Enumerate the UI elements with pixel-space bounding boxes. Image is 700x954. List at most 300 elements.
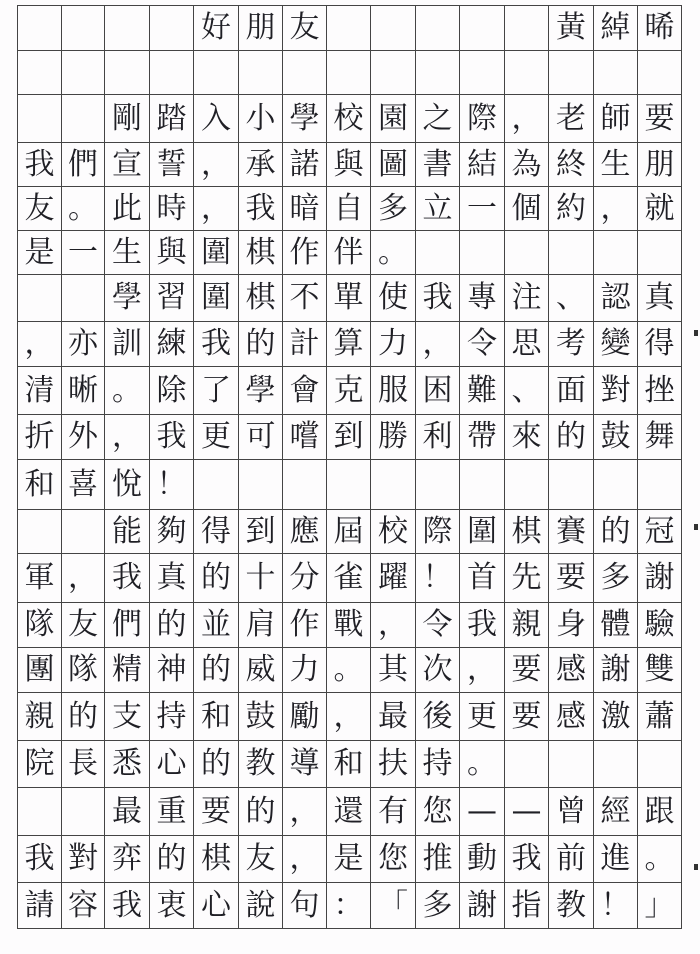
grid-char: 晰 xyxy=(62,367,105,414)
grid-cell-empty xyxy=(17,510,62,553)
grid-cell-empty xyxy=(17,788,62,835)
grid-char: 學 xyxy=(105,275,150,321)
text-row xyxy=(17,230,682,274)
grid-cell-empty xyxy=(239,51,283,94)
grid-char: 更 xyxy=(460,693,505,740)
grid-char: 的 xyxy=(150,836,194,882)
grid-char: 先 xyxy=(505,554,549,602)
grid-char: 真 xyxy=(638,275,682,321)
grid-char: 際 xyxy=(460,95,505,142)
grid-char: 好 xyxy=(194,6,239,50)
grid-char: 立 xyxy=(416,187,460,230)
grid-char: 身 xyxy=(549,603,594,647)
grid-cell-empty xyxy=(283,460,327,509)
grid-char: 後 xyxy=(416,693,460,740)
grid-char: 導 xyxy=(283,741,327,787)
grid-char: 舞 xyxy=(638,415,682,459)
grid-char: 專 xyxy=(460,275,505,321)
text-row xyxy=(17,509,682,553)
grid-char: 心 xyxy=(150,741,194,787)
margin-tick xyxy=(694,330,698,336)
grid-char: 可 xyxy=(239,415,283,459)
grid-char: ， xyxy=(62,554,105,602)
grid-char: 到 xyxy=(327,415,371,459)
grid-char: 計 xyxy=(283,322,327,366)
grid-char: 十 xyxy=(239,554,283,602)
grid-char: 誓 xyxy=(150,143,194,186)
grid-char: 算 xyxy=(327,322,371,366)
grid-char: 。 xyxy=(105,367,150,414)
grid-cell-empty xyxy=(505,741,549,787)
grid-char: 體 xyxy=(594,603,638,647)
grid-char: ， xyxy=(17,322,62,366)
grid-char: 注 xyxy=(505,275,549,321)
grid-char: 習 xyxy=(150,275,194,321)
grid-cell-empty xyxy=(594,741,638,787)
grid-char: 激 xyxy=(594,693,638,740)
grid-char: 剛 xyxy=(105,95,150,142)
grid-char: 感 xyxy=(549,648,594,692)
grid-char: 我 xyxy=(17,143,62,186)
grid-char: 來 xyxy=(505,415,549,459)
grid-char: 更 xyxy=(194,415,239,459)
grid-cell-empty xyxy=(505,51,549,94)
grid-char: 外 xyxy=(62,415,105,459)
grid-char: 句 xyxy=(283,883,327,928)
grid-char: 黃 xyxy=(549,6,594,50)
grid-char: 最 xyxy=(105,788,150,835)
grid-char: 友 xyxy=(239,836,283,882)
grid-char: 折 xyxy=(17,415,62,459)
grid-char: 對 xyxy=(594,367,638,414)
grid-char: 和 xyxy=(17,460,62,509)
grid-char: 喜 xyxy=(62,460,105,509)
grid-char: ！ xyxy=(150,460,194,509)
grid-char: 威 xyxy=(239,648,283,692)
grid-char: 的 xyxy=(194,648,239,692)
grid-char: 友 xyxy=(62,603,105,647)
grid-cell-empty xyxy=(594,51,638,94)
grid-char: 我 xyxy=(194,322,239,366)
text-row xyxy=(17,882,682,928)
grid-cell-empty xyxy=(17,95,62,142)
grid-char: 令 xyxy=(460,322,505,366)
grid-char: 不 xyxy=(283,275,327,321)
grid-char: 利 xyxy=(416,415,460,459)
grid-char: 棋 xyxy=(239,275,283,321)
grid-cell-empty xyxy=(150,6,194,50)
grid-cell-empty xyxy=(505,460,549,509)
grid-cell-empty xyxy=(638,741,682,787)
grid-char: 我 xyxy=(105,883,150,928)
grid-char: 的 xyxy=(194,741,239,787)
grid-char: 院 xyxy=(17,741,62,787)
grid-char: ， xyxy=(194,187,239,230)
text-row xyxy=(17,553,682,602)
grid-cell-empty xyxy=(62,6,105,50)
grid-cell-empty xyxy=(17,6,62,50)
grid-char: ， xyxy=(594,187,638,230)
text-row xyxy=(17,274,682,321)
grid-char: 進 xyxy=(594,836,638,882)
grid-char: 作 xyxy=(283,603,327,647)
grid-cell-empty xyxy=(594,460,638,509)
grid-char: 到 xyxy=(239,510,283,553)
grid-char: 與 xyxy=(150,231,194,274)
grid-cell-empty xyxy=(371,6,416,50)
grid-cell-empty xyxy=(638,460,682,509)
grid-char: 圍 xyxy=(194,275,239,321)
grid-char: ， xyxy=(105,415,150,459)
grid-char: 能 xyxy=(105,510,150,553)
grid-cell-empty xyxy=(416,51,460,94)
grid-char: 嚐 xyxy=(283,415,327,459)
grid-char: 圍 xyxy=(460,510,505,553)
grid-char: 跟 xyxy=(638,788,682,835)
grid-char: 自 xyxy=(327,187,371,230)
grid-char: 戰 xyxy=(327,603,371,647)
grid-char: 園 xyxy=(371,95,416,142)
margin-tick xyxy=(694,524,698,530)
grid-char: 一 xyxy=(62,231,105,274)
grid-char: 重 xyxy=(150,788,194,835)
grid-char: 支 xyxy=(105,693,150,740)
grid-cell-empty xyxy=(62,510,105,553)
grid-char: 諾 xyxy=(283,143,327,186)
grid-char: 鼓 xyxy=(239,693,283,740)
grid-char: 挫 xyxy=(638,367,682,414)
grid-cell-empty xyxy=(460,6,505,50)
grid-char: 使 xyxy=(371,275,416,321)
grid-char: 的 xyxy=(62,693,105,740)
grid-char: 變 xyxy=(594,322,638,366)
grid-char: ： xyxy=(327,883,371,928)
text-row xyxy=(17,414,682,459)
grid-cell-empty xyxy=(62,51,105,94)
grid-char: 最 xyxy=(371,693,416,740)
grid-char: 動 xyxy=(460,836,505,882)
grid-cell-empty xyxy=(327,460,371,509)
grid-char: 要 xyxy=(194,788,239,835)
text-row xyxy=(17,94,682,142)
grid-char: 得 xyxy=(638,322,682,366)
grid-char: 綽 xyxy=(594,6,638,50)
text-row xyxy=(17,459,682,509)
grid-char: 首 xyxy=(460,554,505,602)
grid-char: 時 xyxy=(150,187,194,230)
grid-cell-empty xyxy=(594,231,638,274)
grid-char: 次 xyxy=(416,648,460,692)
grid-char: ！ xyxy=(594,883,638,928)
grid-char: 的 xyxy=(194,554,239,602)
grid-char: 克 xyxy=(327,367,371,414)
grid-cell-empty xyxy=(460,231,505,274)
grid-char: 前 xyxy=(549,836,594,882)
grid-cell-empty xyxy=(416,460,460,509)
text-row xyxy=(17,142,682,186)
grid-char: 的 xyxy=(239,788,283,835)
grid-char: 經 xyxy=(594,788,638,835)
grid-bottom-border xyxy=(17,928,682,929)
grid-char: 多 xyxy=(371,187,416,230)
grid-char: 您 xyxy=(416,788,460,835)
grid-char: 晞 xyxy=(638,6,682,50)
grid-char: 校 xyxy=(371,510,416,553)
grid-char: 還 xyxy=(327,788,371,835)
grid-char: 入 xyxy=(194,95,239,142)
grid-char: 團 xyxy=(17,648,62,692)
grid-char: 要 xyxy=(505,648,549,692)
grid-cell-empty xyxy=(327,51,371,94)
grid-char: 棋 xyxy=(505,510,549,553)
grid-char: ， xyxy=(371,603,416,647)
grid-char: 您 xyxy=(371,836,416,882)
grid-char: 為 xyxy=(505,143,549,186)
grid-char: 指 xyxy=(505,883,549,928)
grid-char: 請 xyxy=(17,883,62,928)
grid-char: 說 xyxy=(239,883,283,928)
grid-cell-empty xyxy=(416,6,460,50)
grid-char: 的 xyxy=(150,603,194,647)
grid-char: 多 xyxy=(594,554,638,602)
grid-char: 推 xyxy=(416,836,460,882)
text-row xyxy=(17,692,682,740)
grid-char: 朋 xyxy=(638,143,682,186)
grid-char: 生 xyxy=(594,143,638,186)
grid-char: 要 xyxy=(505,693,549,740)
grid-char: 承 xyxy=(239,143,283,186)
grid-cell-empty xyxy=(549,51,594,94)
grid-cell-empty xyxy=(327,6,371,50)
grid-cell-empty xyxy=(638,51,682,94)
grid-cell-empty xyxy=(505,6,549,50)
grid-char: 亦 xyxy=(62,322,105,366)
grid-char: 學 xyxy=(283,95,327,142)
grid-char: 令 xyxy=(416,603,460,647)
grid-cell-empty xyxy=(194,51,239,94)
grid-char: 要 xyxy=(549,554,594,602)
grid-char: 書 xyxy=(416,143,460,186)
grid-char: 肩 xyxy=(239,603,283,647)
grid-char: — xyxy=(505,788,549,835)
grid-char: 分 xyxy=(283,554,327,602)
grid-char: 學 xyxy=(239,367,283,414)
grid-char: 困 xyxy=(416,367,460,414)
grid-char: 終 xyxy=(549,143,594,186)
grid-cell-empty xyxy=(460,460,505,509)
grid-char: 們 xyxy=(105,603,150,647)
grid-char: 之 xyxy=(416,95,460,142)
grid-char: 訓 xyxy=(105,322,150,366)
grid-char: 面 xyxy=(549,367,594,414)
text-row xyxy=(17,835,682,882)
grid-char: 、 xyxy=(505,367,549,414)
text-row xyxy=(17,787,682,835)
grid-char: 踏 xyxy=(150,95,194,142)
grid-char: 和 xyxy=(327,741,371,787)
grid-char: 我 xyxy=(505,836,549,882)
margin-tick xyxy=(694,864,698,870)
grid-char: 是 xyxy=(17,231,62,274)
grid-char: ， xyxy=(194,143,239,186)
grid-char: 隊 xyxy=(17,603,62,647)
grid-char: 清 xyxy=(17,367,62,414)
grid-char: 得 xyxy=(194,510,239,553)
grid-char: 心 xyxy=(194,883,239,928)
grid-char: 謝 xyxy=(460,883,505,928)
grid-char: ， xyxy=(283,788,327,835)
grid-char: 弈 xyxy=(105,836,150,882)
grid-char: 有 xyxy=(371,788,416,835)
grid-char: 軍 xyxy=(17,554,62,602)
grid-char: 容 xyxy=(62,883,105,928)
grid-cell-empty xyxy=(105,6,150,50)
grid-char: 曾 xyxy=(549,788,594,835)
grid-char: 躍 xyxy=(371,554,416,602)
grid-char: 認 xyxy=(594,275,638,321)
text-row xyxy=(17,647,682,692)
grid-char: 「 xyxy=(371,883,416,928)
grid-char: 個 xyxy=(505,187,549,230)
grid-cell-empty xyxy=(416,231,460,274)
grid-char: 持 xyxy=(416,741,460,787)
grid-char: 作 xyxy=(283,231,327,274)
grid-char: 勵 xyxy=(283,693,327,740)
grid-char: ！ xyxy=(416,554,460,602)
grid-char: 冠 xyxy=(638,510,682,553)
grid-char: 際 xyxy=(416,510,460,553)
grid-cell-empty xyxy=(371,51,416,94)
grid-char: 驗 xyxy=(638,603,682,647)
grid-char: 單 xyxy=(327,275,371,321)
grid-char: 宣 xyxy=(105,143,150,186)
grid-cell-empty xyxy=(62,788,105,835)
grid-char: 其 xyxy=(371,648,416,692)
grid-char: 謝 xyxy=(638,554,682,602)
grid-char: 暗 xyxy=(283,187,327,230)
grid-char: 就 xyxy=(638,187,682,230)
grid-cell-empty xyxy=(371,460,416,509)
grid-char: 我 xyxy=(460,603,505,647)
grid-cell-empty xyxy=(62,275,105,321)
text-row xyxy=(17,740,682,787)
grid-char: ， xyxy=(283,836,327,882)
grid-cell-empty xyxy=(638,231,682,274)
grid-char: 鼓 xyxy=(594,415,638,459)
grid-cell-empty xyxy=(239,460,283,509)
grid-char: ， xyxy=(416,322,460,366)
grid-cell-empty xyxy=(283,51,327,94)
grid-char: 多 xyxy=(416,883,460,928)
grid-cell-empty xyxy=(194,460,239,509)
grid-char: 親 xyxy=(17,693,62,740)
grid-char: 夠 xyxy=(150,510,194,553)
grid-char: 一 xyxy=(460,187,505,230)
grid-char: 。 xyxy=(638,836,682,882)
grid-char: 結 xyxy=(460,143,505,186)
grid-char: 扶 xyxy=(371,741,416,787)
grid-char: 長 xyxy=(62,741,105,787)
grid-char: 。 xyxy=(460,741,505,787)
grid-char: 帶 xyxy=(460,415,505,459)
grid-char: 勝 xyxy=(371,415,416,459)
text-row xyxy=(17,186,682,230)
grid-char: 的 xyxy=(549,415,594,459)
grid-char: 對 xyxy=(62,836,105,882)
grid-cell-empty xyxy=(549,231,594,274)
grid-char: 了 xyxy=(194,367,239,414)
grid-char: 悅 xyxy=(105,460,150,509)
grid-char: ， xyxy=(327,693,371,740)
text-row xyxy=(17,321,682,366)
grid-char: 與 xyxy=(327,143,371,186)
grid-char: 考 xyxy=(549,322,594,366)
grid-char: 持 xyxy=(150,693,194,740)
grid-char: 應 xyxy=(283,510,327,553)
grid-char: 衷 xyxy=(150,883,194,928)
grid-char: 會 xyxy=(283,367,327,414)
grid-char: 我 xyxy=(105,554,150,602)
grid-char: 我 xyxy=(17,836,62,882)
grid-char: 雙 xyxy=(638,648,682,692)
grid-char: 蕭 xyxy=(638,693,682,740)
grid-char: 朋 xyxy=(239,6,283,50)
grid-cell-empty xyxy=(460,51,505,94)
grid-char: 神 xyxy=(150,648,194,692)
grid-char: 。 xyxy=(62,187,105,230)
grid-char: 屆 xyxy=(327,510,371,553)
grid-char: 的 xyxy=(239,322,283,366)
grid-char: 謝 xyxy=(594,648,638,692)
grid-cell-empty xyxy=(17,51,62,94)
title-row xyxy=(17,5,682,50)
grid-cell-empty xyxy=(549,460,594,509)
grid-char: 棋 xyxy=(239,231,283,274)
grid-cell-empty xyxy=(505,231,549,274)
grid-char: 教 xyxy=(549,883,594,928)
grid-char: 精 xyxy=(105,648,150,692)
grid-char: 友 xyxy=(283,6,327,50)
grid-char: 小 xyxy=(239,95,283,142)
grid-char: 隊 xyxy=(62,648,105,692)
grid-char: ， xyxy=(505,95,549,142)
grid-char: 服 xyxy=(371,367,416,414)
grid-char: 除 xyxy=(150,367,194,414)
grid-char: 力 xyxy=(371,322,416,366)
grid-char: 難 xyxy=(460,367,505,414)
text-row xyxy=(17,50,682,94)
grid-cell-empty xyxy=(62,95,105,142)
grid-char: 伴 xyxy=(327,231,371,274)
grid-char: 是 xyxy=(327,836,371,882)
grid-char: 、 xyxy=(549,275,594,321)
grid-cell-empty xyxy=(150,51,194,94)
text-row xyxy=(17,366,682,414)
grid-cell-empty xyxy=(17,275,62,321)
grid-char: ， xyxy=(460,648,505,692)
grid-char: 友 xyxy=(17,187,62,230)
grid-char: 」 xyxy=(638,883,682,928)
grid-char: 老 xyxy=(549,95,594,142)
text-row xyxy=(17,602,682,647)
grid-char: 雀 xyxy=(327,554,371,602)
grid-char: 此 xyxy=(105,187,150,230)
grid-char: 賽 xyxy=(549,510,594,553)
grid-char: 我 xyxy=(150,415,194,459)
grid-char: 的 xyxy=(594,510,638,553)
grid-char: 思 xyxy=(505,322,549,366)
grid-char: 生 xyxy=(105,231,150,274)
